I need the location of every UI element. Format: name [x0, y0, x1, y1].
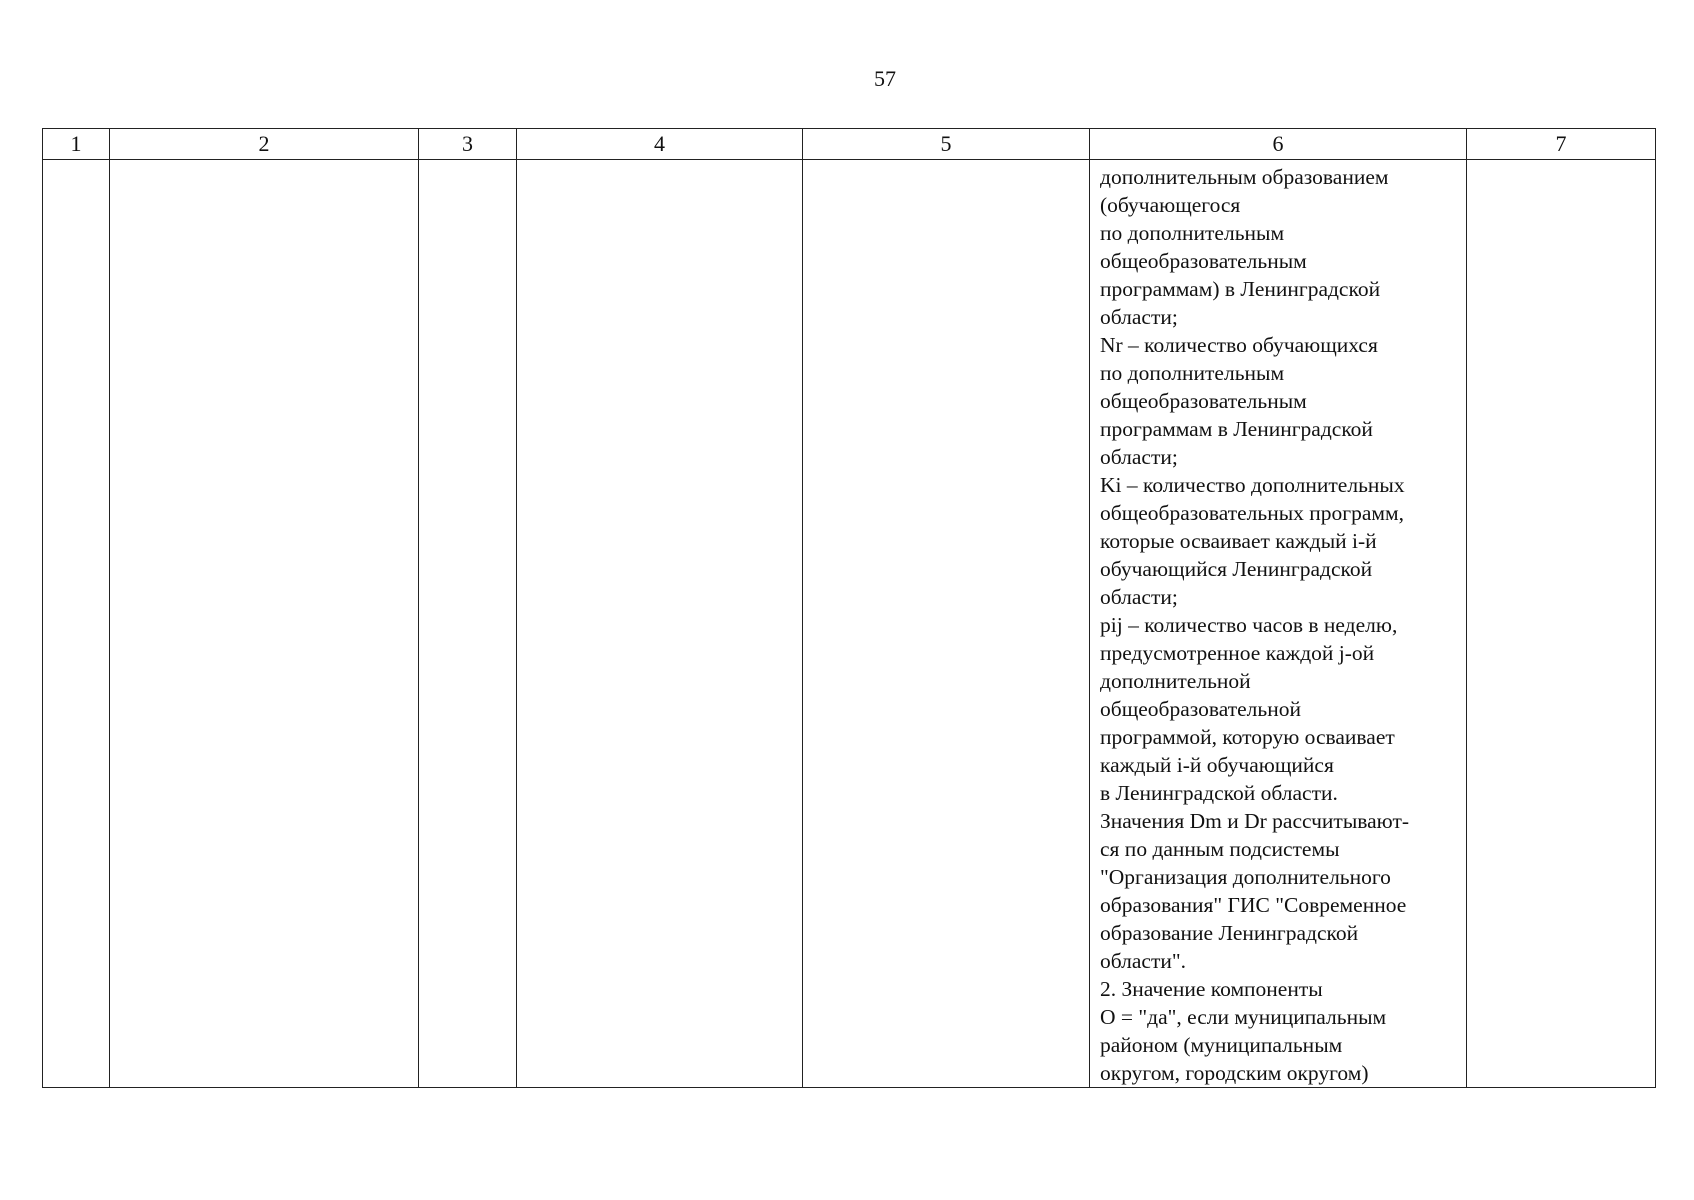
text-line: программой, которую осваивает	[1100, 725, 1395, 749]
text-line: обучающийся Ленинградской	[1100, 557, 1373, 581]
text-line: в Ленинградской области.	[1100, 781, 1338, 805]
text-line: общеобразовательным	[1100, 249, 1307, 273]
column-header-3: 3	[419, 129, 517, 160]
text-line: по дополнительным	[1100, 221, 1285, 245]
text-line: дополнительной	[1100, 669, 1251, 693]
text-line: Nr – количество обучающихся	[1100, 333, 1378, 357]
cell-col-3	[419, 160, 517, 1088]
text-line: pij – количество часов в неделю,	[1100, 613, 1398, 637]
text-line: программам) в Ленинградской	[1100, 277, 1381, 301]
text-line: O = "да", если муниципальным	[1100, 1005, 1387, 1029]
cell-col-6-text	[1090, 160, 1466, 1087]
text-line: 2. Значение компоненты	[1100, 977, 1323, 1001]
column-header-6: 6	[1090, 129, 1467, 160]
column-header-7: 7	[1467, 129, 1656, 160]
text-line: дополнительным образованием	[1100, 165, 1389, 189]
text-line: каждый i-й обучающийся	[1100, 753, 1334, 777]
text-line: общеобразовательных программ,	[1100, 501, 1404, 525]
text-line: программам в Ленинградской	[1100, 417, 1373, 441]
text-line: области;	[1100, 585, 1178, 609]
cell-col-4	[517, 160, 803, 1088]
cell-col-7	[1467, 160, 1656, 1088]
text-line: ся по данным подсистемы	[1100, 837, 1340, 861]
header-row	[43, 129, 1656, 160]
text-line: Ki – количество дополнительных	[1100, 473, 1405, 497]
cell-col-2	[110, 160, 419, 1088]
text-line: образования" ГИС "Современное	[1100, 893, 1407, 917]
document-table	[42, 128, 1656, 1088]
column-header-1: 1	[43, 129, 110, 160]
text-line: области;	[1100, 445, 1178, 469]
text-line: "Организация дополнительного	[1100, 865, 1391, 889]
text-line: области;	[1100, 305, 1178, 329]
cell-col-1	[43, 160, 110, 1088]
text-line: районом (муниципальным	[1100, 1033, 1343, 1057]
text-line: Значения Dm и Dr рассчитывают-	[1100, 809, 1410, 833]
column-header-5: 5	[803, 129, 1090, 160]
text-line: которые осваивает каждый i-й	[1100, 529, 1377, 553]
text-line: по дополнительным	[1100, 361, 1285, 385]
page-number: 57	[874, 66, 896, 91]
text-line: общеобразовательной	[1100, 697, 1301, 721]
text-line: предусмотренное каждой j-ой	[1100, 641, 1375, 665]
table-row	[43, 160, 1656, 1088]
text-line: области".	[1100, 949, 1187, 973]
cell-col-5	[803, 160, 1090, 1088]
cell-col-6	[1090, 160, 1467, 1088]
column-header-4: 4	[517, 129, 803, 160]
text-line: общеобразовательным	[1100, 389, 1307, 413]
text-line: (обучающегося	[1100, 193, 1241, 217]
column-header-2: 2	[110, 129, 419, 160]
text-line: образование Ленинградской	[1100, 921, 1359, 945]
text-line: округом, городским округом)	[1100, 1061, 1369, 1085]
